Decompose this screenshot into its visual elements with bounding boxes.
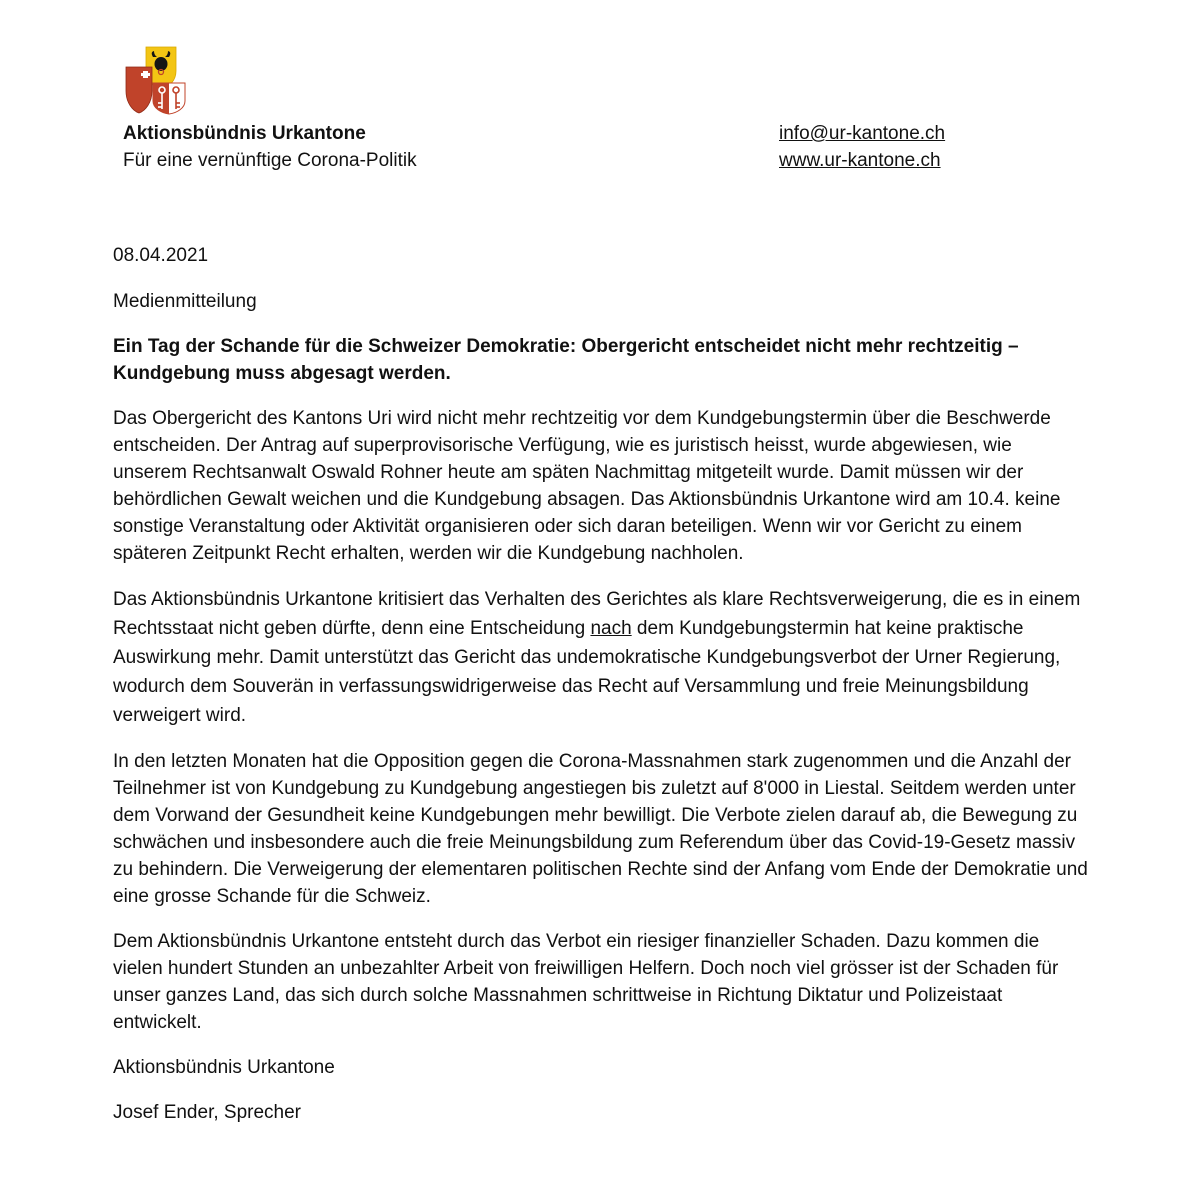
org-name: Aktionsbündnis Urkantone	[123, 123, 366, 144]
paragraph-2-start: Das Aktionsbündnis Urkantone kritisiert das Verhalten des Gerichtes als klare Rechtsverweigerung, die es in einem Rechtsstaat nicht geben dürfte, denn eine Entscheidung	[113, 589, 1081, 639]
canton-shields-logo	[123, 45, 189, 115]
letterhead-sender	[123, 120, 417, 174]
paragraph-3: In den letzten Monaten hat die Opposition gegen die Corona-Massnahmen stark zugenommen und die Anzahl der Teilnehmer ist von Kundgebung zu Kundgebung angestiegen bis zuletzt auf 8'000 in Liestal. Seitdem werden unter dem Vorwand der Gesundheit keine Kundgebungen mehr bewilligt. Die Verbote zielen darauf ab, die Bewegung zu schwächen und insbesondere auch die freie Meinungsbildung zum Referendum über das Covid-19-Gesetz massiv zu behindern. Die Verweigerung der elementaren politischen Rechte sind der Anfang vom Ende der Demokratie und eine grosse Schande für die Schweiz.	[113, 751, 1088, 907]
paragraph-2-end: dem Kundgebungstermin hat keine praktische Auswirkung mehr. Damit unterstützt das Gericht das undemokratische Kundgebungsverbot der Urner Regierung, wodurch dem Souverän in verfassungswidrigerweise das Recht auf Versammlung und freie Meinungsbildung verweigert wird.	[113, 618, 1061, 726]
paragraph-2	[113, 585, 1088, 730]
org-tagline: Für eine vernünftige Corona-Politik	[123, 150, 417, 171]
document-date: 08.04.2021	[113, 245, 209, 266]
document-type: Medienmitteilung	[113, 291, 257, 312]
paragraph-1: Das Obergericht des Kantons Uri wird nicht mehr rechtzeitig vor dem Kundgebungstermin über die Beschwerde entscheiden. Der Antrag auf superprovisorische Verfügung, wie es juristisch heisst, wurde abgewiesen, wie unserem Rechtsanwalt Oswald Rohner heute am späten Nachmittag mitgeteilt wurde. Damit müssen wir der behördlichen Gewalt weichen und die Kundgebung absagen. Das Aktionsbündnis Urkantone wird am 10.4. keine sonstige Veranstaltung oder Aktivität organisieren oder sich daran beteiligen. Wenn wir vor Gericht zu einem späteren Zeitpunkt Recht erhalten, werden wir die Kundgebung nachholen.	[113, 408, 1061, 564]
headline: Ein Tag der Schande für die Schweizer Demokratie: Obergericht entscheidet nicht mehr rechtzeitig – Kundgebung muss abgesagt werden.	[113, 336, 1019, 384]
signature-org: Aktionsbündnis Urkantone	[113, 1057, 335, 1078]
website-link[interactable]: www.ur-kantone.ch	[779, 150, 941, 171]
letterhead-contact	[779, 120, 945, 174]
email-link[interactable]: info@ur-kantone.ch	[779, 123, 946, 144]
signature-person: Josef Ender, Sprecher	[113, 1102, 301, 1123]
paragraph-4: Dem Aktionsbündnis Urkantone entsteht durch das Verbot ein riesiger finanzieller Schaden. Dazu kommen die vielen hundert Stunden an unbezahlter Arbeit von freiwilligen Helfern. Doch noch viel grösser ist der Schaden für unser ganzes Land, das sich durch solche Massnahmen schrittweise in Richtung Diktatur und Polizeistaat entwickelt.	[113, 931, 1059, 1033]
paragraph-2-emphasis: nach	[590, 618, 632, 639]
press-release-body	[113, 288, 1088, 1144]
